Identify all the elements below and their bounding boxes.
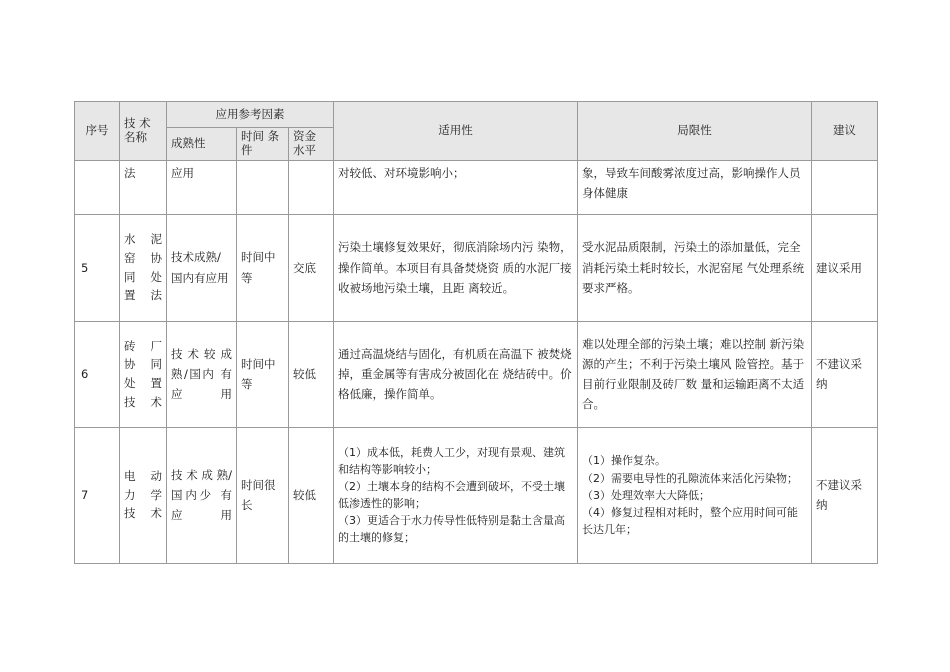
header-suggestion: 建议 xyxy=(812,102,878,161)
cell-time: 时间中等 xyxy=(237,321,289,427)
cell-suggestion: 不建议采纳 xyxy=(812,321,878,427)
cell-maturity: 技术成熟/国内有应用 xyxy=(167,214,237,321)
header-name: 技 术 名称 xyxy=(120,102,167,161)
cell-limitation: 难以处理全部的污染土壤；难以控制 新污染源的产生；不利于污染土壤风 险管控。基于目前行业限制及砖厂数 量和运输距离不太适合。 xyxy=(578,321,812,427)
cell-fund: 较低 xyxy=(289,321,334,427)
cell-fund: 交底 xyxy=(289,214,334,321)
cell-suggestion xyxy=(812,160,878,214)
header-time: 时间 条 件 xyxy=(237,128,289,161)
header-maturity: 成熟性 xyxy=(167,128,237,161)
table-row xyxy=(75,160,878,214)
header-limitation: 局限性 xyxy=(578,102,812,161)
cell-maturity: 技 术 成 熟/国内少 有应用 xyxy=(167,427,237,563)
cell-time xyxy=(237,160,289,214)
cell-limitation: 象，导致车间酸雾浓度过高，影响操作人员身体健康 xyxy=(578,160,812,214)
cell-fund xyxy=(289,160,334,214)
cell-maturity: 技 术 较 成熟/国内 有应用 xyxy=(167,321,237,427)
cell-suggestion: 建议采用 xyxy=(812,214,878,321)
cell-seq: 7 xyxy=(75,427,120,563)
cell-seq: 6 xyxy=(75,321,120,427)
cell-limitation: （1）操作复杂。 （2）需要电导性的孔隙流体来活化污染物； （3）处理效率大大降低； （4）修复过程相对耗时，整个应用时间可能长达几年； xyxy=(578,427,812,563)
cell-fund: 较低 xyxy=(289,427,334,563)
cell-maturity: 应用 xyxy=(167,160,237,214)
header-seq: 序号 xyxy=(75,102,120,161)
cell-name: 水 泥窑 协同 处置法 xyxy=(120,214,167,321)
technology-comparison-table xyxy=(74,101,878,564)
header-fund: 资金 水平 xyxy=(289,128,334,161)
cell-name: 法 xyxy=(120,160,167,214)
cell-seq: 5 xyxy=(75,214,120,321)
cell-seq xyxy=(75,160,120,214)
cell-applicability: 对较低、对环境影响小； xyxy=(334,160,578,214)
header-applicability: 适用性 xyxy=(334,102,578,161)
table-row xyxy=(75,214,878,321)
cell-applicability: 污染土壤修复效果好，彻底消除场内污 染物，操作简单。本项目有具备焚烧资 质的水泥厂接收被场地污染土壤，且距 离较近。 xyxy=(334,214,578,321)
header-factors: 应用参考因素 xyxy=(167,102,334,128)
cell-time: 时间中等 xyxy=(237,214,289,321)
cell-applicability: （1）成本低，耗费人工少，对现有景观、建筑和结构等影响较小； （2）土壤本身的结构不会遭到破坏，不受土壤低渗透性的影响； （3）更适合于水力传导性低特别是黏土含量高的土壤的修复； xyxy=(334,427,578,563)
cell-applicability: 通过高温烧结与固化，有机质在高温下 被焚烧掉，重金属等有害成分被固化在 烧结砖中。价格低廉，操作简单。 xyxy=(334,321,578,427)
cell-name: 电 动力 学技术 xyxy=(120,427,167,563)
table-row xyxy=(75,427,878,563)
cell-suggestion: 不建议采纳 xyxy=(812,427,878,563)
cell-limitation: 受水泥品质限制，污染土的添加量低，完全消耗污染土耗时较长，水泥窑尾 气处理系统要求严格。 xyxy=(578,214,812,321)
cell-name: 砖 厂协 同处 置技术 xyxy=(120,321,167,427)
cell-time: 时间很长 xyxy=(237,427,289,563)
table-row xyxy=(75,321,878,427)
